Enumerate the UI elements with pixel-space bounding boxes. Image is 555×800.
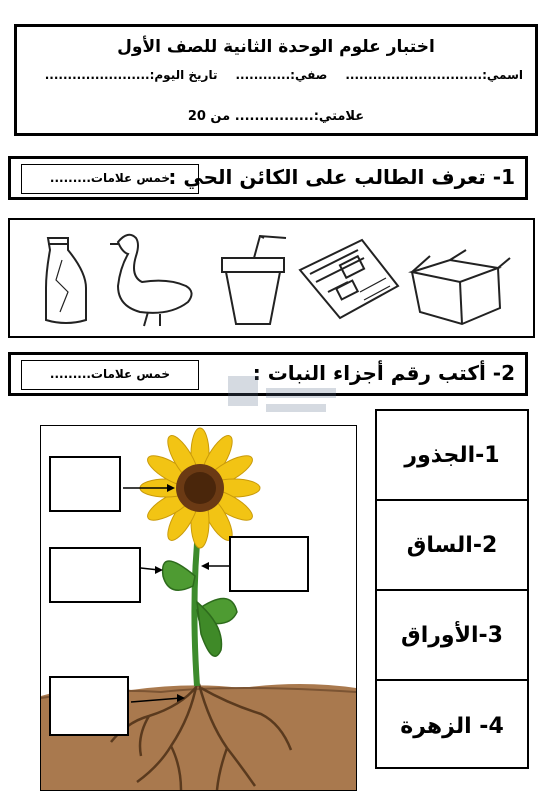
class-field[interactable]: صفي:............ (235, 68, 328, 82)
exam-title: اختبار علوم الوحدة الثانية للصف الأول (117, 37, 435, 57)
header-box (14, 24, 538, 136)
plant-parts-table (375, 409, 529, 769)
goose-icon[interactable] (110, 235, 192, 326)
mark-field: علامتي:................ من 20 (187, 109, 365, 124)
part-stem: 2-الساق (377, 501, 527, 591)
date-field[interactable]: تاريخ اليوم:....................... (44, 68, 218, 82)
cup-icon[interactable] (222, 236, 286, 324)
student-info-line (25, 68, 523, 82)
part-flower: 4- الزهرة (400, 713, 504, 739)
part-leaves: 3-الأوراق (377, 591, 527, 681)
objects-picture-box (8, 218, 535, 338)
part-roots: 1-الجذور (377, 411, 527, 501)
objects-drawing (10, 220, 533, 336)
question-1-marks: خمس علامات......... (21, 164, 199, 194)
name-field[interactable]: اسمي:.............................. (345, 68, 523, 82)
question-1-text: 1- تعرف الطالب على الكائن الحي : (168, 165, 515, 189)
answer-box-roots[interactable] (49, 676, 129, 736)
watermark-logo (210, 368, 350, 428)
newspaper-icon[interactable] (300, 240, 398, 318)
box-icon[interactable] (412, 250, 510, 324)
leaves (163, 561, 237, 656)
question-2-text: 2- أكتب رقم أجزاء النبات : (252, 361, 515, 385)
question-2-marks: خمس علامات......... (21, 360, 199, 390)
answer-box-leaves[interactable] (49, 547, 141, 603)
bottle-icon[interactable] (46, 238, 86, 323)
question-1-bar (8, 156, 528, 200)
answer-box-stem[interactable] (229, 536, 309, 592)
answer-box-flower[interactable] (49, 456, 121, 512)
